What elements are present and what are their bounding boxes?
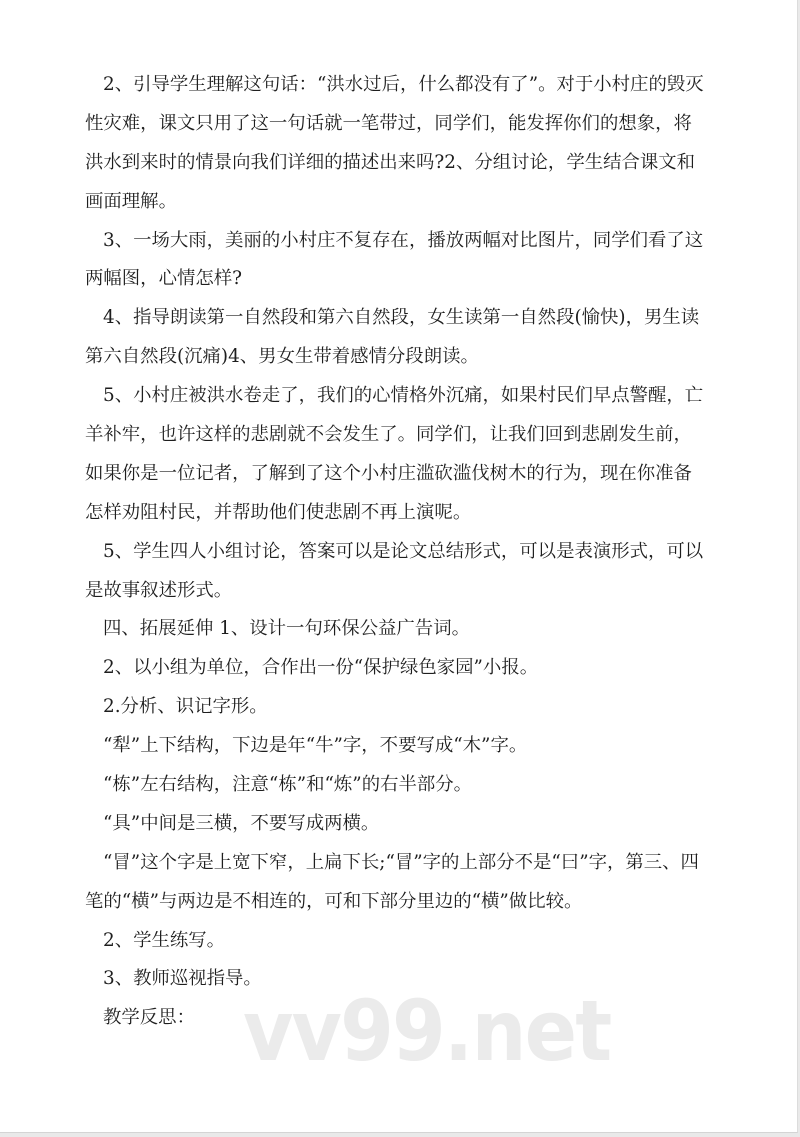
paragraph (85, 610, 725, 649)
paragraph (85, 766, 725, 805)
text-line: 2、引导学生理解这句话：“洪水过后，什么都没有了”。对于小村庄的毁灭 (103, 74, 704, 95)
document-body (85, 66, 725, 1038)
paragraph (85, 805, 725, 844)
paragraph (85, 649, 725, 688)
text-line: 笔的“横”与两边是不相连的，可和下部分里边的“横”做比较。 (85, 890, 583, 912)
text-line: 洪水到来时的情景向我们详细的描述出来吗?2、分组讨论，学生结合课文和 (85, 151, 696, 173)
text-line: 怎样劝阻村民，并帮助他们使悲剧不再上演呢。 (85, 501, 472, 523)
text-line: 5、小村庄被洪水卷走了，我们的心情格外沉痛，如果村民们早点警醒，亡 (103, 385, 704, 407)
paragraph (85, 688, 725, 727)
text-line: 3、教师巡视指导。 (103, 968, 262, 990)
paragraph (85, 533, 725, 611)
text-line: 2、以小组为单位，合作出一份“保护绿色家园”小报。 (103, 657, 539, 679)
paragraph (85, 377, 725, 533)
paragraph (85, 66, 725, 222)
text-line: “冒”这个字是上宽下窄，上扁下长;“冒”字的上部分不是“曰”字，第三、四 (103, 851, 699, 873)
text-line: 2.分析、识记字形。 (103, 696, 268, 718)
paragraph (85, 222, 725, 300)
paragraph (85, 727, 725, 766)
text-line: 4、指导朗读第一自然段和第六自然段，女生读第一自然段(愉快)，男生读 (103, 307, 700, 329)
text-line: 5、学生四人小组讨论，答案可以是论文总结形式，可以是表演形式，可以 (103, 540, 704, 562)
text-line: 3、一场大雨，美丽的小村庄不复存在，播放两幅对比图片，同学们看了这 (103, 229, 704, 251)
text-line: 2、学生练写。 (103, 929, 226, 951)
text-line: “犁”上下结构，下边是年“牛”字，不要写成“木”字。 (103, 735, 528, 757)
text-line: 羊补牢，也许这样的悲剧就不会发生了。同学们，让我们回到悲剧发生前， (85, 424, 692, 446)
text-line: 是故事叙述形式。 (85, 579, 233, 601)
text-line: “具”中间是三横，不要写成两横。 (103, 812, 380, 834)
text-line: 如果你是一位记者，了解到了这个小村庄滥砍滥伐树木的行为，现在你准备 (85, 462, 692, 484)
text-line: 教学反思： (103, 1007, 195, 1029)
text-line: 性灾难，课文只用了这一句话就一笔带过，同学们，能发挥你们的想象，将 (85, 112, 692, 134)
text-line: “栋”左右结构，注意“栋”和“炼”的右半部分。 (103, 774, 473, 796)
text-line: 第六自然段(沉痛)4、男女生带着感情分段朗读。 (85, 346, 479, 368)
paragraph (85, 844, 725, 922)
watermark: vv99.net (243, 982, 611, 1080)
text-line: 四、拓展延伸 1、设计一句环保公益广告词。 (103, 618, 470, 640)
text-line: 两幅图，心情怎样? (85, 268, 242, 290)
paragraph (85, 299, 725, 377)
paragraph (85, 922, 725, 961)
text-line: 画面理解。 (85, 190, 177, 212)
